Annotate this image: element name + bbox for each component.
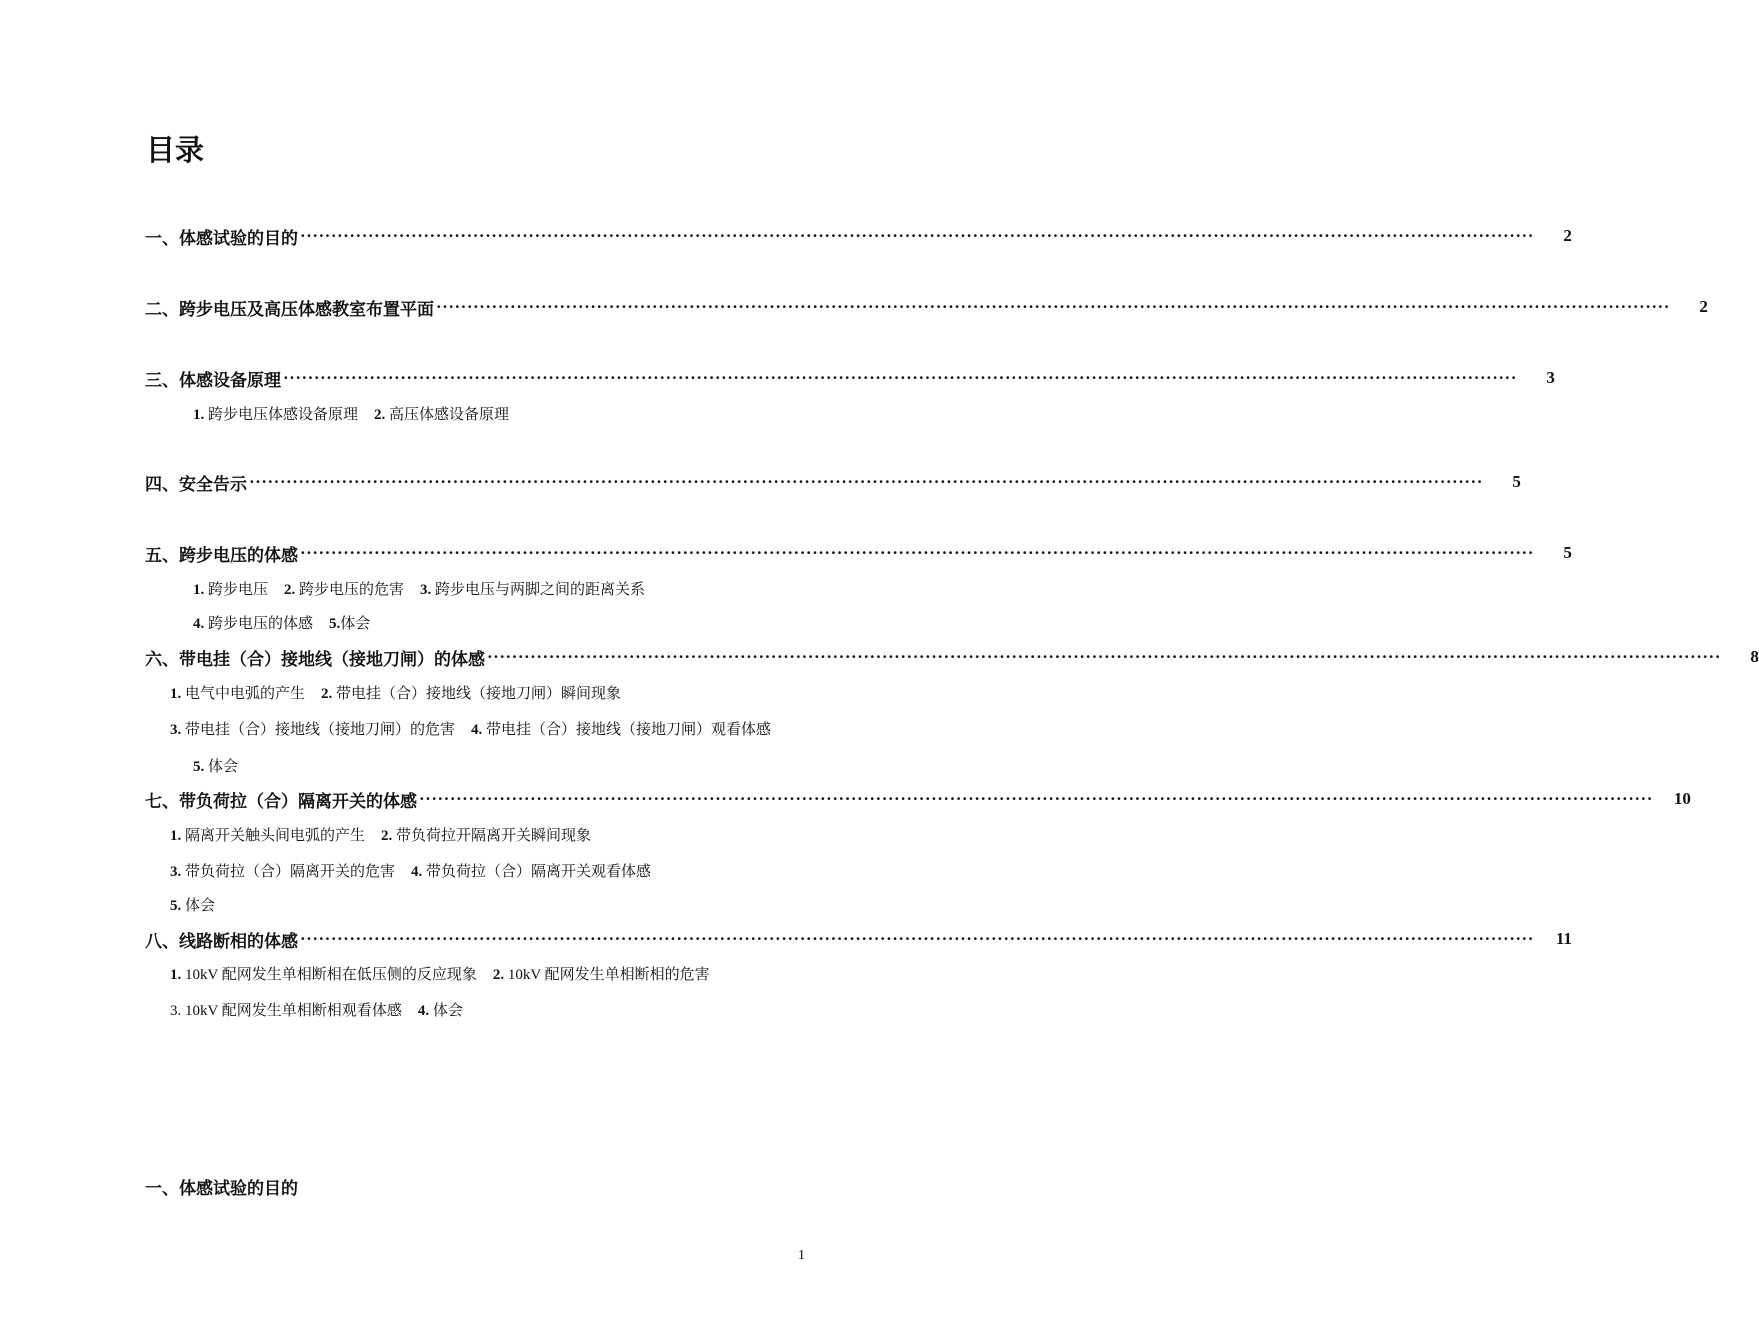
toc-subitem-line	[170, 894, 231, 915]
toc-entry-page: 5	[1563, 543, 1572, 562]
toc-entry[interactable]	[145, 643, 1759, 671]
toc-leader-dots: ········································································································································································································	[419, 789, 1653, 808]
toc-leader-dots: ········································································································································································································	[283, 368, 1517, 387]
subitem-text: 跨步电压的危害	[295, 582, 405, 598]
toc-subitem[interactable]	[170, 722, 455, 738]
subitem-text: 体会	[429, 1003, 463, 1019]
toc-entry[interactable]	[145, 222, 1572, 250]
subitem-text: 带负荷拉（合）隔离开关观看体感	[422, 864, 652, 880]
subitem-number: 5.	[170, 898, 182, 914]
toc-entry[interactable]	[145, 468, 1521, 496]
toc-leader-dots: ········································································································································································································	[300, 929, 1534, 948]
toc-subitem[interactable]	[193, 759, 238, 775]
toc-subitem-line	[193, 755, 254, 776]
toc-subitem[interactable]	[170, 864, 395, 880]
toc-subitem[interactable]	[329, 616, 370, 632]
toc-subitem[interactable]	[493, 967, 710, 983]
subitem-text: 带电挂（合）接地线（接地刀闸）的危害	[181, 722, 456, 738]
subitem-number: 1.	[193, 407, 205, 423]
toc-entry[interactable]	[145, 293, 1708, 321]
toc-leader-dots: ········································································································································································································	[300, 543, 1534, 562]
toc-entry-page: 2	[1563, 226, 1572, 245]
toc-entry-page: 8	[1750, 647, 1759, 666]
subitem-number: 2.	[492, 967, 505, 983]
subitem-number: 4.	[417, 1003, 430, 1019]
toc-subitem[interactable]	[193, 582, 268, 598]
toc-entry-label: 一、体感试验的目的	[145, 228, 298, 248]
page-title: 目录	[146, 135, 205, 167]
subitem-number: 5.	[329, 616, 341, 632]
toc-subitem-line	[193, 403, 525, 424]
toc-subitem-line	[170, 963, 726, 984]
subitem-number: 5.	[193, 759, 205, 775]
toc-subitem-line	[170, 718, 787, 739]
toc-entry-page: 2	[1699, 297, 1708, 316]
subitem-number: 3.	[170, 864, 182, 880]
subitem-number: 2.	[284, 582, 296, 598]
page-number: 1	[798, 1248, 805, 1263]
subitem-text: 体会	[340, 616, 371, 632]
toc-leader-dots: ········································································································································································································	[300, 226, 1534, 245]
toc-subitem[interactable]	[170, 898, 215, 914]
subitem-text: 10kV 配网发生单相断相的危害	[504, 967, 710, 983]
subitem-text: 高压体感设备原理	[385, 407, 510, 423]
toc-entry-label: 四、安全告示	[145, 474, 247, 494]
toc-subitem[interactable]	[321, 686, 621, 702]
toc-subitem[interactable]	[381, 828, 591, 844]
toc-entry-label: 七、带负荷拉（合）隔离开关的体感	[145, 791, 417, 811]
subitem-text: 跨步电压体感设备原理	[204, 407, 359, 423]
toc-entry-page: 11	[1555, 929, 1572, 948]
toc-entry[interactable]	[145, 539, 1572, 567]
subitem-text: 跨步电压的体感	[204, 616, 314, 632]
toc-subitem[interactable]	[284, 582, 404, 598]
toc-entry-label: 二、跨步电压及高压体感教室布置平面	[145, 299, 434, 319]
toc-subitem[interactable]	[420, 582, 645, 598]
subitem-number: 1.	[170, 967, 182, 983]
subitem-number: 2.	[321, 686, 333, 702]
subitem-number: 2.	[381, 828, 393, 844]
subitem-number: 4.	[193, 616, 205, 632]
subitem-text: 跨步电压	[204, 582, 269, 598]
subitem-text: 电气中电弧的产生	[181, 686, 306, 702]
subitem-number: 3.	[420, 582, 432, 598]
subitem-text: 带电挂（合）接地线（接地刀闸）观看体感	[482, 722, 772, 738]
toc-subitem[interactable]	[411, 864, 651, 880]
toc-entry-label: 五、跨步电压的体感	[145, 545, 298, 565]
subitem-number: 4.	[411, 864, 423, 880]
subitem-number: 1.	[170, 686, 182, 702]
subitem-text: 10kV 配网发生单相断相在低压侧的反应现象	[181, 967, 477, 983]
subitem-text: 带负荷拉（合）隔离开关的危害	[181, 864, 396, 880]
toc-subitem[interactable]	[193, 616, 313, 632]
toc-leader-dots: ········································································································································································································	[436, 297, 1670, 316]
subitem-text: 带负荷拉开隔离开关瞬间现象	[392, 828, 592, 844]
toc-leader-dots: ········································································································································································································	[249, 472, 1483, 491]
toc-entry-label: 八、线路断相的体感	[145, 931, 298, 951]
subitem-number: 3.	[170, 722, 182, 738]
toc-entry-label: 三、体感设备原理	[145, 370, 281, 390]
toc-leader-dots: ········································································································································································································	[487, 647, 1721, 666]
toc-subitem[interactable]	[471, 722, 771, 738]
subitem-text: 带电挂（合）接地线（接地刀闸）瞬间现象	[332, 686, 622, 702]
toc-subitem-line	[170, 824, 607, 845]
subitem-number: 2.	[374, 407, 386, 423]
subitem-text: 体会	[181, 898, 216, 914]
section-heading: 一、体感试验的目的	[145, 1179, 298, 1198]
toc-entry[interactable]	[145, 364, 1555, 392]
subitem-text: 跨步电压与两脚之间的距离关系	[431, 582, 646, 598]
toc-subitem[interactable]	[170, 1003, 402, 1019]
subitem-text: 隔离开关触头间电弧的产生	[181, 828, 366, 844]
toc-subitem[interactable]	[374, 407, 509, 423]
subitem-number: 1.	[170, 828, 182, 844]
toc-subitem-line	[193, 578, 661, 599]
subitem-number: 4.	[471, 722, 483, 738]
toc-subitem[interactable]	[170, 967, 477, 983]
toc-entry-page: 10	[1673, 789, 1691, 808]
subitem-number: 1.	[193, 582, 205, 598]
toc-entry[interactable]	[145, 925, 1572, 953]
toc-entry-page: 5	[1512, 472, 1521, 491]
toc-subitem-line	[170, 860, 667, 881]
toc-entry-label: 六、带电挂（合）接地线（接地刀闸）的体感	[145, 649, 485, 669]
toc-entry[interactable]	[145, 785, 1691, 813]
toc-subitem[interactable]	[193, 407, 358, 423]
toc-subitem[interactable]	[418, 1003, 463, 1019]
toc-subitem[interactable]	[170, 828, 365, 844]
toc-subitem-line	[170, 682, 637, 703]
toc-subitem-line	[170, 999, 479, 1020]
toc-subitem-line	[193, 612, 386, 633]
subitem-text: 3. 10kV 配网发生单相断相观看体感	[170, 1003, 402, 1019]
toc-entry-page: 3	[1546, 368, 1555, 387]
subitem-text: 体会	[204, 759, 239, 775]
toc-subitem[interactable]	[170, 686, 305, 702]
